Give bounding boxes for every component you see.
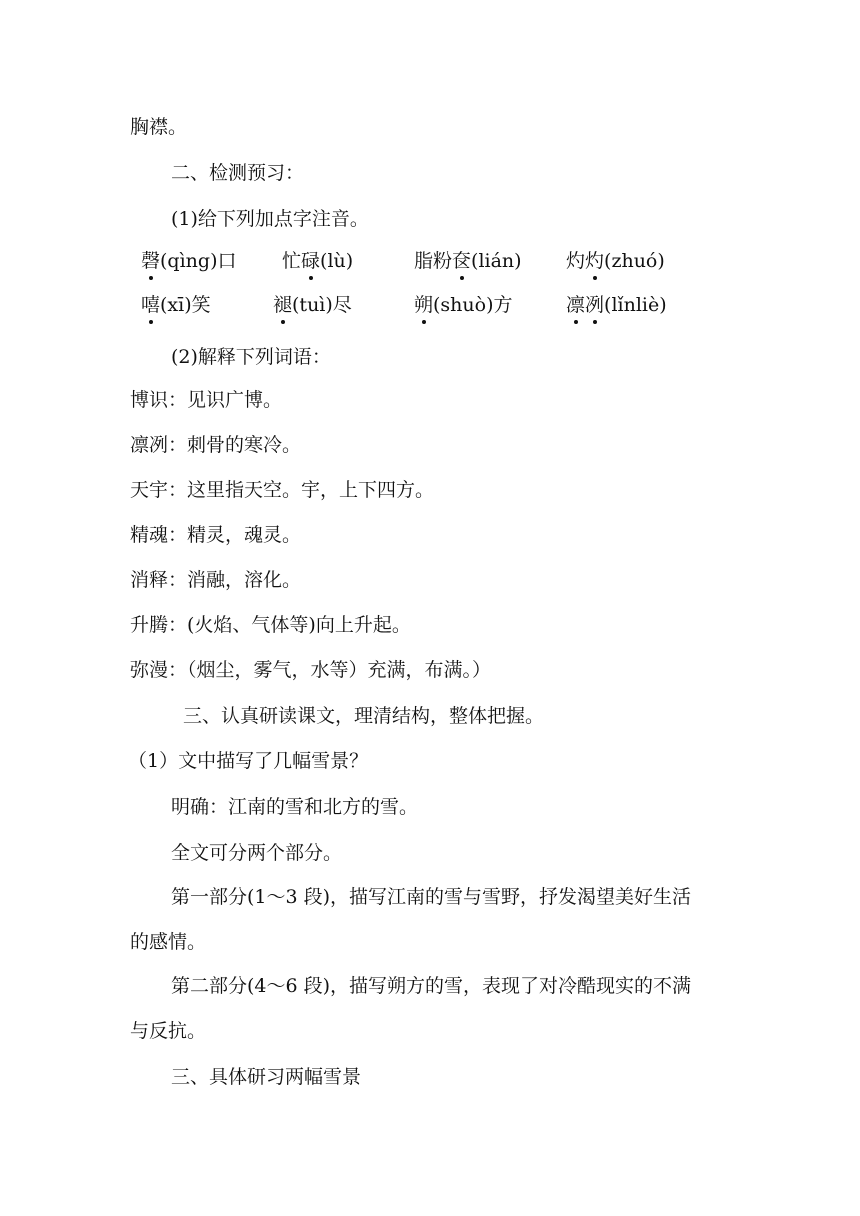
dotted-char: 嘻: [141, 294, 161, 316]
definition-line: 凛冽：刺骨的寒冷。: [130, 434, 302, 456]
part-2-line-1: 第二部分(4～6 段)，描写朔方的雪，表现了对冷酷现实的不满: [171, 975, 692, 997]
answer-text: 明确：江南的雪和北方的雪。: [171, 796, 419, 818]
question-2-text: (2)解释下列词语：: [171, 346, 331, 368]
definition-line: 精魂：精灵，魂灵。: [130, 524, 302, 546]
section-3-heading: 三、认真研读课文，理清结构，整体把握。: [183, 705, 545, 727]
part-1-line-1: 第一部分(1～3 段)，描写江南的雪与雪野，抒发渴望美好生活: [171, 886, 692, 908]
part-2-line-2: 与反抗。: [130, 1020, 207, 1042]
pinyin-text: (shuò)方: [433, 294, 513, 316]
pinyin-text: (lù): [320, 250, 354, 272]
continuation-text: 胸襟。: [130, 116, 188, 138]
pinyin-item: [141, 248, 236, 274]
pinyin-row-2: [0, 292, 860, 322]
pinyin-text: (xī)笑: [160, 294, 211, 316]
pinyin-item: [566, 292, 667, 318]
definition-line: 博识：见识广博。: [130, 389, 283, 411]
section-3-question: （1）文中描写了几幅雪景？: [128, 750, 369, 772]
definition-line: 升腾：(火焰、气体等)向上升起。: [130, 614, 411, 636]
dotted-char: 冽: [585, 294, 605, 316]
pinyin-text: (tuì)尽: [292, 294, 352, 316]
plain-char: 脂粉: [414, 250, 453, 272]
pinyin-row-1: [0, 248, 860, 278]
section-2-heading: 二、检测预习：: [171, 162, 305, 184]
part-1-line-2: 的感情。: [130, 931, 207, 953]
parts-intro-text: 全文可分两个部分。: [171, 842, 343, 864]
pinyin-text: (lián): [471, 250, 522, 272]
dotted-char: 碌: [301, 250, 321, 272]
dotted-char: 褪: [273, 294, 293, 316]
plain-char: 忙: [282, 250, 302, 272]
pinyin-item: [414, 292, 513, 318]
dotted-char: 奁: [452, 250, 472, 272]
question-1-text: (1)给下列加点字注音。: [171, 208, 369, 230]
pinyin-item: [282, 248, 353, 274]
pinyin-item: [414, 248, 522, 274]
pinyin-text: (qìng)口: [160, 250, 237, 272]
pinyin-item: [273, 292, 352, 318]
definition-line: 弥漫：（烟尘，雾气，水等）充满，布满。）: [130, 659, 492, 681]
dotted-char: 朔: [414, 294, 434, 316]
definition-line: 天宇：这里指天空。宇，上下四方。: [130, 479, 435, 501]
dotted-char: 灼: [585, 250, 605, 272]
dotted-char: 磬: [141, 250, 161, 272]
pinyin-item: [566, 248, 665, 274]
section-4-heading: 三、具体研习两幅雪景: [171, 1066, 362, 1088]
pinyin-text: (zhuó): [604, 250, 665, 272]
pinyin-item: [141, 292, 211, 318]
plain-char: 灼: [566, 250, 586, 272]
definition-line: 消释：消融，溶化。: [130, 569, 302, 591]
dotted-char: 凛: [566, 294, 586, 316]
pinyin-text: (lǐnliè): [604, 294, 667, 316]
